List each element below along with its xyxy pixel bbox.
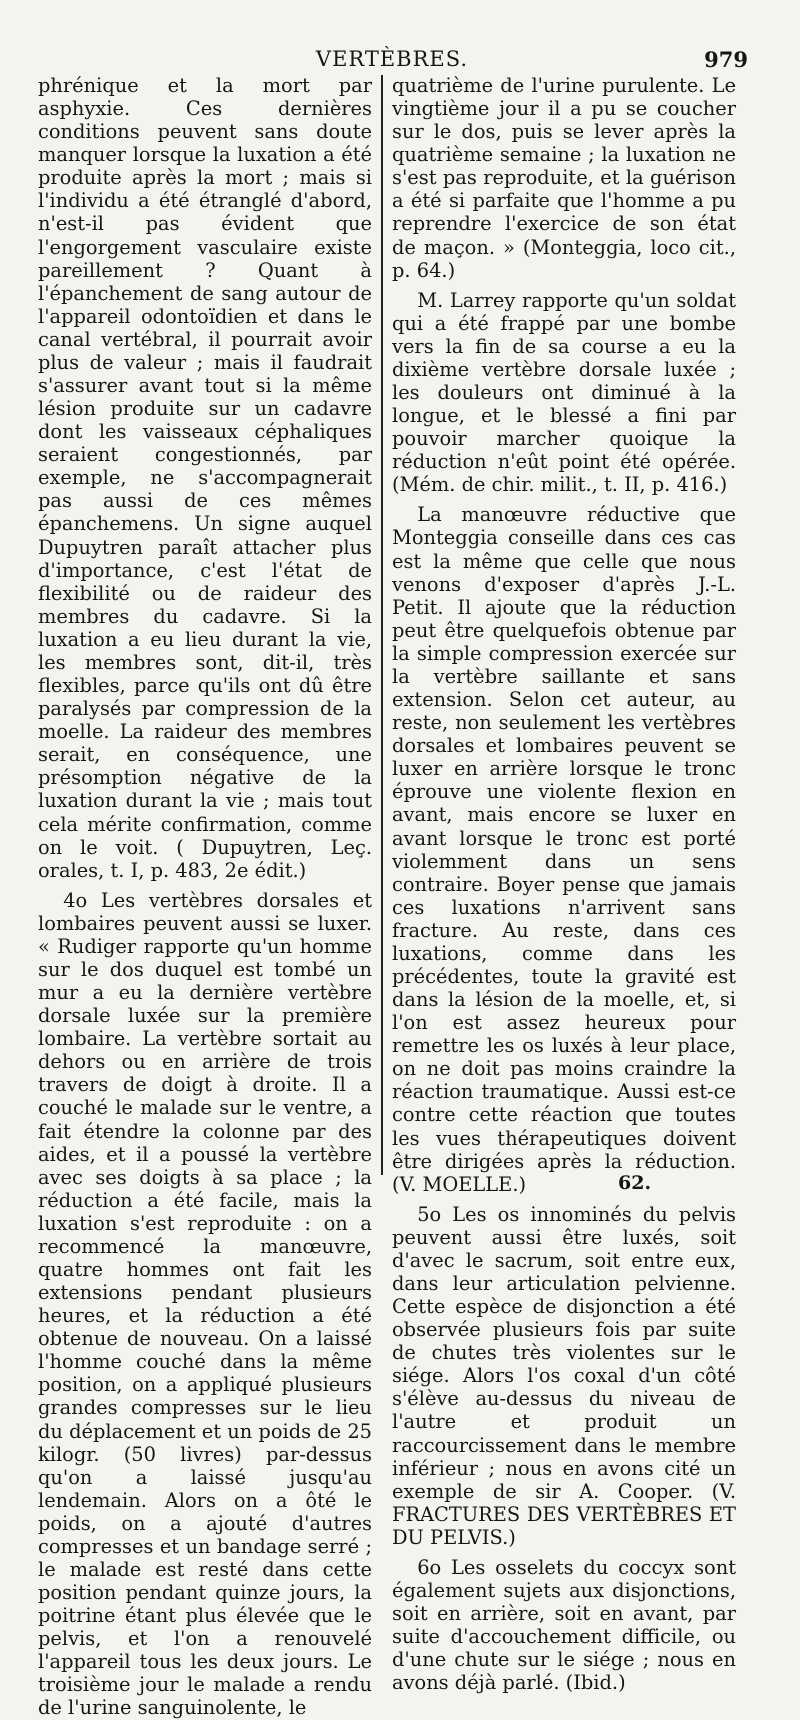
paragraph: La manœuvre réductive que Monteggia conseille dans ces cas est la même que celle que nous venons d'exposer d'après J.-L. Petit. Il ajoute que la réduction peut être quelquefois obtenue par la simple compression exercée sur la vertèbre saillante et sans extension. Selon cet auteur, au reste, non seulement les vertèbres dorsales et lombaires peuvent se luxer en arrière lorsque le tronc éprouve une violente flexion en avant, mais encore se luxer en avant lorsque le tronc est porté violemment dans un sens contraire. Boyer pense que jamais ces luxations n'arrivent sans fracture. Au reste, dans ces luxations, comme dans les précédentes, toute la gravité est dans la lésion de la moelle, et, si l'on est assez heureux pour remettre les os luxés à leur place, on ne doit pas moins craindre la réaction traumatique. Aussi est-ce contre cette réaction que toutes les vues thérapeutiques doivent être dirigées après la réduction. (V. MOELLE.)	[392, 503, 736, 1196]
page-number: 979	[704, 47, 748, 72]
paragraph: 4o Les vertèbres dorsales et lombaires peuvent aussi se luxer. « Rudiger rapporte qu'un homme sur le dos duquel est tombé un mur a eu la dernière vertèbre dorsale luxée sur la première lombaire. La vertèbre sortait au dehors ou en arrière de trois travers de doigt à droite. Il a couché le malade sur le ventre, a fait étendre la colonne par des aides, et il a poussé la vertèbre avec ses doigts à sa place ; la réduction a été facile, mais la luxation s'est reproduite : on a recommencé la manœuvre, quatre hommes ont fait les extensions pendant plusieurs heures, et la réduction a été obtenue de nouveau. On a laissé l'homme couché dans la même position, on a appliqué plusieurs grandes compresses sur le lieu du déplacement et un poids de 25 kilogr. (50 livres) par-dessus qu'on a laissé jusqu'au lendemain. Alors on a ôté le poids, on a ajouté d'autres compresses et un bandage serré ; le malade est resté dans cette position pendant quinze jours, la poitrine étant plus élevée que le pelvis, et l'on a renouvelé l'appareil tous les deux jours. Le troisième jour le malade a rendu de l'urine sanguinolente, le	[38, 888, 372, 1720]
column-divider	[381, 75, 383, 1175]
page-header	[36, 47, 748, 75]
paragraph: 6o Les osselets du coccyx sont également sujets aux disjonctions, soit en arrière, soit en avant, par suite d'accouchement difficile, ou d'une chute sur le siége ; nous en avons déjà parlé. (Ibid.)	[392, 1555, 736, 1695]
paragraph: quatrième de l'urine purulente. Le vingtième jour il a pu se coucher sur le dos, puis se lever après la quatrième semaine ; la luxation ne s'est pas reproduite, et la guérison a été si parfaite que l'homme a pu reprendre l'exercice de son état de maçon. » (Monteggia, loco cit., p. 64.)	[392, 74, 736, 282]
signature-mark: 62.	[618, 1172, 652, 1194]
paragraph: 5o Les os innominés du pelvis peuvent aussi être luxés, soit d'avec le sacrum, soit entre eux, dans leur articulation pelvienne. Cette espèce de disjonction a été observée plusieurs fois par suite de chutes très violentes sur le siége. Alors l'os coxal d'un côté s'élève au-dessus du niveau de l'autre et produit un raccourcissement dans le membre inférieur ; nous en avons cité un exemple de sir A. Cooper. (V. FRACTURES DES VERTÈBRES ET DU PELVIS.)	[392, 1202, 736, 1549]
running-title: VERTÈBRES.	[315, 47, 469, 71]
paragraph: phrénique et la mort par asphyxie. Ces dernières conditions peuvent sans doute manquer lorsque la luxation a été produite après la mort ; mais si l'individu a été étranglé d'abord, n'est-il pas évident que l'engorgement vasculaire existe pareillement ? Quant à l'épanchement de sang autour de l'appareil odontoïdien et dans le canal vertébral, il pourrait avoir plus de valeur ; mais il faudrait s'assurer avant tout si la même lésion produite sur un cadavre dont les vaisseaux céphaliques seraient congestionnés, par exemple, ne s'accompagnerait pas aussi de ces mêmes épanchemens. Un signe auquel Dupuytren paraît attacher plus d'importance, c'est l'état de flexibilité ou de raideur des membres du cadavre. Si la luxation a eu lieu durant la vie, les membres sont, dit-il, très flexibles, parce qu'ils ont dû être paralysés par compression de la moelle. La raideur des membres serait, en conséquence, une présomption négative de la luxation durant la vie ; mais tout cela mérite confirmation, comme on le voit. ( Dupuytren, Leç. orales, t. I, p. 483, 2e édit.)	[38, 74, 372, 882]
left-column	[38, 74, 372, 1720]
paragraph: M. Larrey rapporte qu'un soldat qui a été frappé par une bombe vers la fin de sa course a eu la dixième vertèbre dorsale luxée ; les douleurs ont diminué à la longue, et le blessé a fini par pouvoir marcher quoique la réduction n'eût point été opérée. (Mém. de chir. milit., t. II, p. 416.)	[392, 288, 736, 497]
right-column	[392, 74, 736, 1694]
